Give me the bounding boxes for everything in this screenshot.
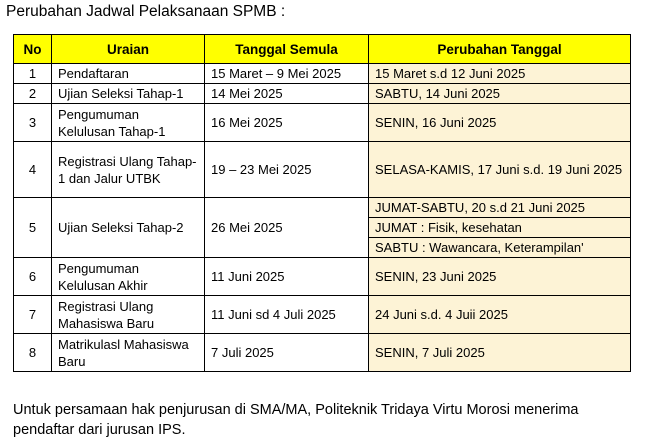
- row-perubahan-detail-jumat: JUMAT : Fisik, kesehatan: [369, 218, 631, 238]
- row-uraian: Pendaftaran: [52, 64, 205, 84]
- row-number: 1: [14, 64, 52, 84]
- header-perubahan-tanggal: Perubahan Tanggal: [369, 35, 631, 64]
- row-uraian: Ujian Seleksi Tahap-1: [52, 84, 205, 104]
- row-number: 3: [14, 104, 52, 142]
- page-heading: Perubahan Jadwal Pelaksanaan SPMB :: [6, 3, 286, 20]
- header-uraian: Uraian: [52, 35, 205, 64]
- row-number: 6: [14, 258, 52, 296]
- row-number: 2: [14, 84, 52, 104]
- row-perubahan-tanggal: JUMAT-SABTU, 20 s.d 21 Juni 2025: [369, 198, 631, 218]
- row-perubahan-tanggal: 15 Maret s.d 12 Juni 2025: [369, 64, 631, 84]
- row-perubahan-tanggal: SENIN, 23 Juni 2025: [369, 258, 631, 296]
- row-tanggal-semula: 7 Juli 2025: [205, 334, 369, 372]
- row-tanggal-semula: 15 Maret – 9 Mei 2025: [205, 64, 369, 84]
- row-number: 8: [14, 334, 52, 372]
- row-uraian: Registrasi Ulang Mahasiswa Baru: [52, 296, 205, 334]
- table-row: [14, 198, 631, 218]
- row-uraian: Pengumuman Kelulusan Akhir: [52, 258, 205, 296]
- header-no: No: [14, 35, 52, 64]
- row-perubahan-detail-sabtu: SABTU : Wawancara, Keterampilan': [369, 238, 631, 258]
- row-number: 5: [14, 198, 52, 258]
- table-row: [14, 142, 631, 198]
- row-uraian: Registrasi Ulang Tahap-1 dan Jalur UTBK: [52, 142, 205, 198]
- row-uraian: Ujian Seleksi Tahap-2: [52, 198, 205, 258]
- row-perubahan-tanggal: SENIN, 7 Juli 2025: [369, 334, 631, 372]
- table-row: [14, 258, 631, 296]
- row-tanggal-semula: 11 Juni 2025: [205, 258, 369, 296]
- table-row: [14, 296, 631, 334]
- footer-note: Untuk persamaan hak penjurusan di SMA/MA, Politeknik Tridaya Virtu Morosi menerima pendaftar dari jurusan IPS.: [13, 402, 579, 438]
- row-tanggal-semula: 26 Mei 2025: [205, 198, 369, 258]
- row-tanggal-semula: 14 Mei 2025: [205, 84, 369, 104]
- row-perubahan-tanggal: SELASA-KAMIS, 17 Juni s.d. 19 Juni 2025: [369, 142, 631, 198]
- row-tanggal-semula: 19 – 23 Mei 2025: [205, 142, 369, 198]
- table-row: [14, 104, 631, 142]
- row-number: 7: [14, 296, 52, 334]
- row-perubahan-tanggal: SABTU, 14 Juni 2025: [369, 84, 631, 104]
- row-uraian: Pengumuman Kelulusan Tahap-1: [52, 104, 205, 142]
- header-tanggal-semula: Tanggal Semula: [205, 35, 369, 64]
- table-row: [14, 84, 631, 104]
- row-tanggal-semula: 11 Juni sd 4 Juli 2025: [205, 296, 369, 334]
- table-row: [14, 334, 631, 372]
- row-perubahan-tanggal: SENIN, 16 Juni 2025: [369, 104, 631, 142]
- row-perubahan-tanggal: 24 Juni s.d. 4 Juii 2025: [369, 296, 631, 334]
- table-row: [14, 64, 631, 84]
- row-tanggal-semula: 16 Mei 2025: [205, 104, 369, 142]
- row-uraian: Matrikulasl Mahasiswa Baru: [52, 334, 205, 372]
- row-number: 4: [14, 142, 52, 198]
- table-header-row: [14, 35, 631, 64]
- schedule-table: [13, 34, 631, 372]
